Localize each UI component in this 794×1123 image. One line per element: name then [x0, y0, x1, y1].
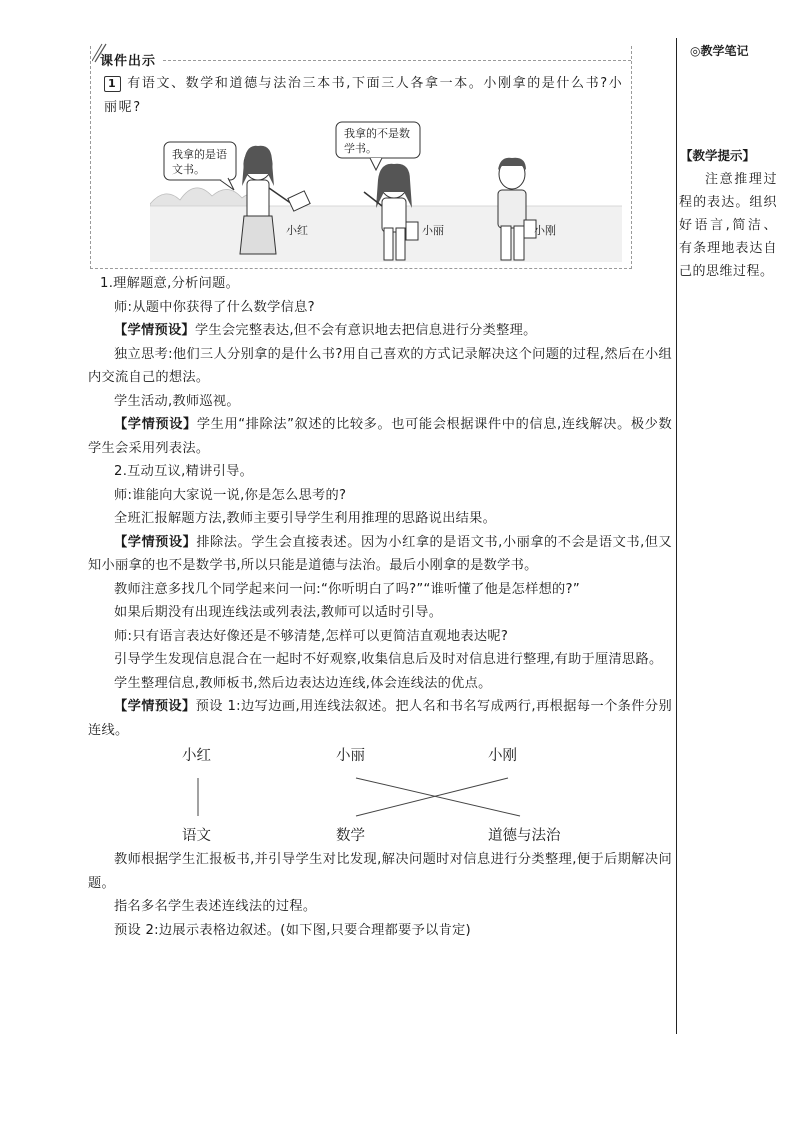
paragraph: [88, 578, 672, 602]
bubble-text-1b: 文书。: [172, 163, 205, 176]
book-yuwen: 语文: [182, 828, 211, 844]
preset-tag: 【学情预设】: [114, 699, 196, 714]
paragraph-text: 学生活动,教师巡视。: [114, 393, 240, 409]
paragraph: [88, 319, 672, 343]
problem-text: [104, 72, 624, 120]
connection-diagram: [88, 738, 672, 850]
paragraph-text: 师:谁能向大家说一说,你是怎么思考的?: [114, 487, 347, 503]
notes-title: ◎教学笔记: [690, 44, 749, 58]
paragraph: 教师根据学生汇报板书,并引导学生对比发现,解决问题时对信息进行分类整理,便于后期解决问题。: [88, 852, 672, 891]
question-number: 1: [104, 76, 121, 92]
paragraph: [88, 601, 672, 625]
paragraph: [88, 507, 672, 531]
label-xiaoli: 小丽: [422, 224, 444, 237]
bubble-text-2b: 学书。: [344, 142, 377, 155]
title-rule: [163, 60, 631, 61]
preset-tag: 【学情预设】: [114, 323, 195, 338]
diagram-lines: [88, 738, 672, 850]
paragraph-text: 全班汇报解题方法,教师主要引导学生利用推理的思路说出结果。: [114, 511, 497, 526]
book-daode: 道德与法治: [488, 828, 561, 844]
tip-text: 注意推理过程的表达。组织好语言,简洁、有条理地表达自己的思维过程。: [679, 172, 777, 279]
paragraph: [88, 460, 672, 484]
paragraph: [88, 625, 672, 649]
book-shuxue: 数学: [336, 828, 365, 844]
paragraph-text: 如果后期没有出现连线法或列表法,教师可以适时引导。: [114, 605, 443, 620]
courseware-title: 课件出示: [100, 54, 157, 69]
label-xiaohong: 小红: [286, 224, 308, 237]
paragraph-text: 学生整理信息,教师板书,然后边表达边连线,体会连线法的优点。: [114, 675, 492, 691]
paragraph: [88, 413, 672, 460]
question-text: 有语文、数学和道德与法治三本书,下面三人各拿一本。小刚拿的是什么书?小丽呢?: [104, 76, 624, 115]
name-xiaogang: 小刚: [488, 748, 517, 764]
paragraph-text: 预设 1:边写边画,用连线法叙述。把人名和书名写成两行,再根据每一个条件分别连线。: [88, 699, 672, 738]
column-divider: [676, 38, 677, 1034]
paragraph: [88, 390, 672, 414]
paragraph: 预设 2:边展示表格边叙述。(如下图,只要合理都要予以肯定): [114, 922, 472, 938]
body-text: [88, 272, 672, 742]
paragraph: [88, 343, 672, 390]
tip-label: 【教学提示】: [680, 148, 756, 163]
paragraph: [88, 296, 672, 320]
paragraph-text: 学生会完整表达,但不会有意识地去把信息进行分类整理。: [194, 323, 537, 338]
bubble-tail: [370, 158, 382, 170]
paragraph: [88, 484, 672, 508]
paragraph-text: 师:只有语言表达好像还是不够清楚,怎样可以更简洁直观地表达呢?: [114, 628, 509, 644]
preset-tag: 【学情预设】: [114, 534, 197, 550]
paragraph: [88, 272, 672, 296]
bubble-text-1a: 我拿的是语: [172, 148, 227, 161]
paragraph: [88, 672, 672, 696]
paragraph-text: 引导学生发现信息混合在一起时不好观察,收集信息后及时对信息进行整理,有助于厘清思路。: [114, 652, 663, 667]
paragraph: [88, 648, 672, 672]
paragraph-text: 师:从题中你获得了什么数学信息?: [114, 299, 315, 315]
paragraph-text: 教师注意多找几个同学起来问一问:“你听明白了吗?”“谁听懂了他是怎样想的?”: [114, 581, 580, 597]
label-xiaogang: 小刚: [534, 224, 556, 237]
paragraph: 指名多名学生表述连线法的过程。: [114, 899, 317, 914]
name-xiaohong: 小红: [182, 748, 211, 764]
illustration: [150, 116, 622, 262]
body-text-2: [88, 848, 672, 942]
paragraph-text: 1.理解题意,分析问题。: [100, 276, 240, 291]
paragraph-text: 独立思考:他们三人分别拿的是什么书?用自己喜欢的方式记录解决这个问题的过程,然后在小组内交流自己的想法。: [88, 346, 672, 385]
name-xiaoli: 小丽: [336, 748, 365, 764]
paragraph-text: 学生用“排除法”叙述的比较多。也可能会根据课件中的信息,连线解决。极少数学生会采用列表法。: [88, 417, 672, 456]
preset-tag: 【学情预设】: [114, 417, 197, 432]
paragraph: [88, 695, 672, 742]
paragraph-text: 排除法。学生会直接表述。因为小红拿的是语文书,小丽拿的不会是语文书,但又知小丽拿的也不是数学书,所以只能是道德与法治。最后小刚拿的是数学书。: [88, 534, 672, 573]
paragraph: [88, 531, 672, 578]
paragraph-text: 2.互动互议,精讲引导。: [114, 464, 254, 479]
bubble-text-2a: 我拿的不是数: [344, 127, 410, 140]
